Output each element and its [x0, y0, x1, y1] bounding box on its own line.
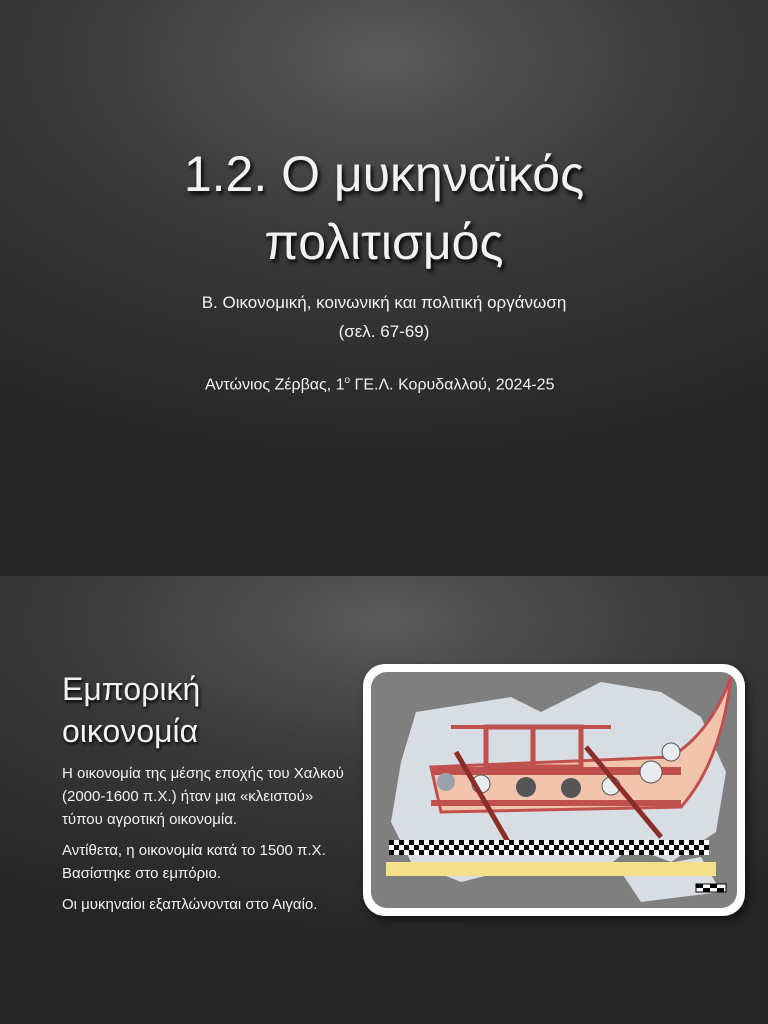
- heading-line-1: Εμπορική: [62, 671, 201, 707]
- ship-fresco-image: [363, 664, 745, 916]
- author-suffix: ΓΕ.Λ. Κορυδαλλού, 2024-25: [350, 376, 555, 394]
- author-prefix: Αντώνιος Ζέρβας, 1: [205, 376, 345, 394]
- paragraph: Η οικονομία της μέσης εποχής του Χαλκού (2000-1600 π.Χ.) ήταν μια «κλειστού» τύπου αγροτική οικονομία.: [62, 765, 344, 828]
- title-line-1: 1.2. Ο μυκηναϊκός: [183, 146, 585, 202]
- author-credit: [205, 375, 554, 394]
- heading-line-2: οικονομία: [62, 713, 199, 749]
- subtitle-line-2: (σελ. 67-69): [338, 322, 430, 341]
- slide-body: [62, 762, 352, 924]
- checkered-band: [389, 840, 709, 855]
- slide-title: [0, 140, 768, 276]
- subtitle-line-1: Β. Οικονομική, κοινωνική και πολιτική οργάνωση: [201, 293, 567, 312]
- author-superscript: ο: [344, 375, 351, 386]
- paragraph: Αντίθετα, η οικονομία κατά το 1500 π.Χ. Βασίστηκε στο εμπόριο.: [62, 842, 326, 882]
- ship-fresco-drawing: [371, 672, 737, 908]
- content-slide: [0, 576, 768, 1024]
- paragraph: Οι μυκηναίοι εξαπλώνονται στο Αιγαίο.: [62, 896, 318, 913]
- title-line-2: πολιτισμός: [264, 214, 504, 270]
- slide-subtitle: [0, 288, 768, 346]
- slide-heading: [62, 668, 200, 752]
